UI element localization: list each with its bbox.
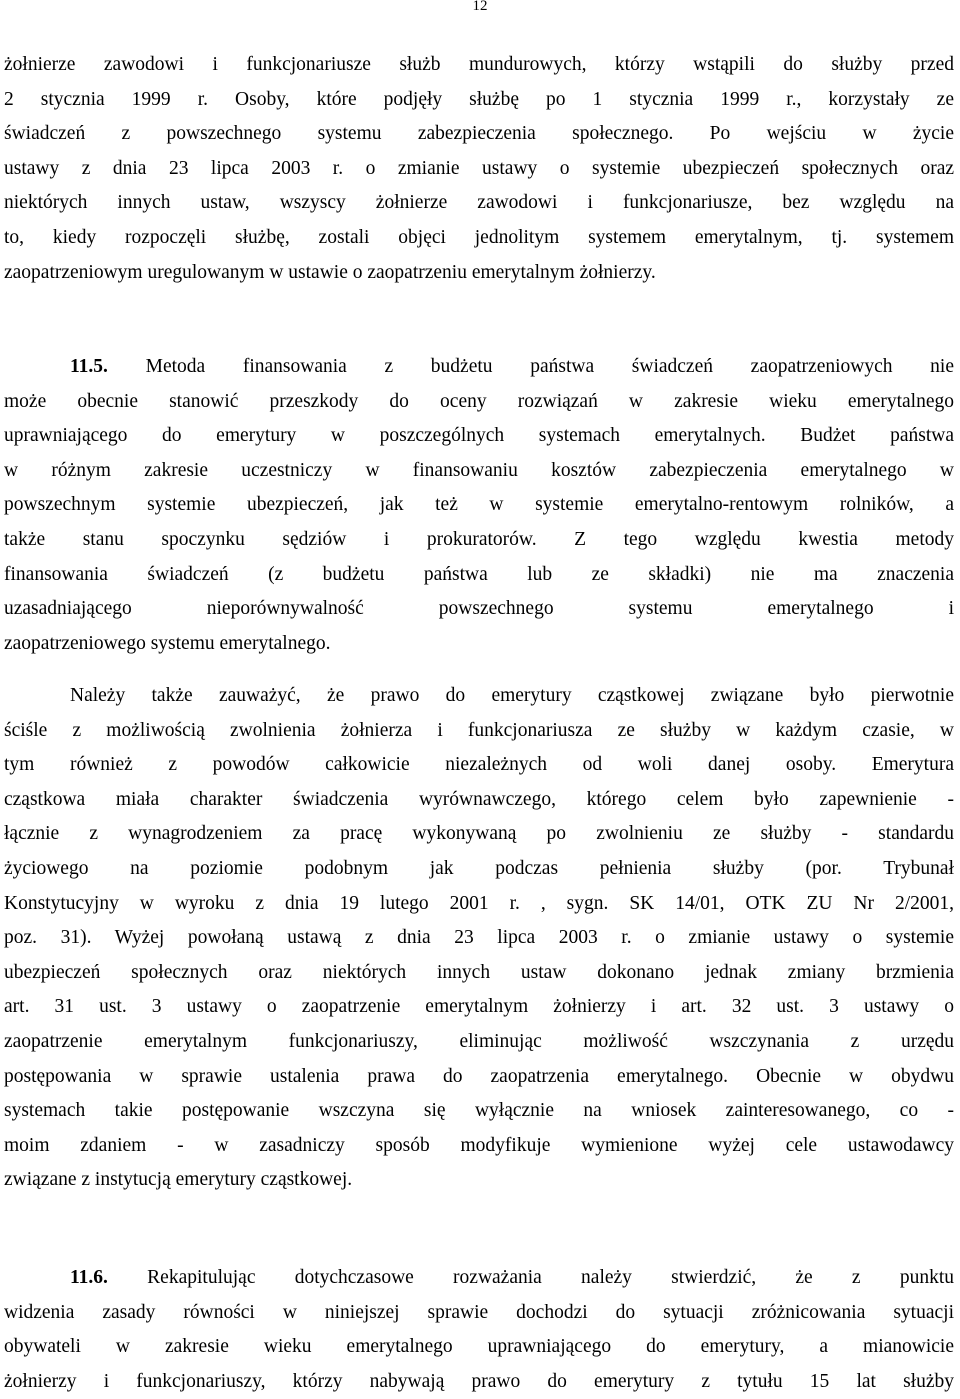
text-line: moim zdaniem - w zasadniczy sposób modyfikuje wymienione wyżej cele ustawodawcy	[4, 1134, 954, 1156]
text-line: w różnym zakresie uczestniczy w finansowaniu kosztów zabezpieczenia emerytalnego w	[4, 459, 954, 481]
paragraph-11-5	[4, 350, 954, 661]
text-line: obywateli w zakresie wieku emerytalnego uprawniającego do emerytury, a mianowicie	[4, 1336, 954, 1358]
text-line: także stanu spoczynku sędziów i prokuratorów. Z tego względu kwestia metody	[4, 528, 954, 550]
section-number: 11.6.	[70, 1267, 108, 1288]
text-line: ściśle z możliwością zwolnienia żołnierza i funkcjonariusza ze służby w każdym czasie, w	[4, 719, 954, 741]
text-line: świadczeń z powszechnego systemu zabezpieczenia społecznego. Po wejściu w życie	[4, 123, 954, 145]
text-line: powszechnym systemie ubezpieczeń, jak też w systemie emerytalno-rentowym rolników, a	[4, 494, 954, 516]
text-line: uzasadniającego nieporównywalność powszechnego systemu emerytalnego i	[4, 598, 954, 620]
text-line: Należy także zauważyć, że prawo do emerytury cząstkowej związane było pierwotnie	[70, 685, 954, 706]
text-line: Rekapitulując dotychczasowe rozważania należy stwierdzić, że z punktu	[147, 1267, 954, 1288]
text-line: poz. 31). Wyżej powołaną ustawą z dnia 23 lipca 2003 r. o zmianie ustawy o systemie	[4, 927, 954, 949]
text-line: tym również z powodów całkowicie niezależnych od woli danej osoby. Emerytura	[4, 754, 954, 776]
text-line: zaopatrzeniowym uregulowanym w ustawie o zaopatrzeniu emerytalnym żołnierzy.	[4, 261, 656, 283]
text-line: Metoda finansowania z budżetu państwa świadczeń zaopatrzeniowych nie	[145, 356, 954, 377]
text-line-first	[4, 1261, 954, 1296]
text-line: finansowania świadczeń (z budżetu państwa lub ze składki) nie ma znaczenia	[4, 563, 954, 585]
text-line-first	[4, 350, 954, 385]
section-number: 11.5.	[70, 356, 108, 377]
page-number: 12	[472, 0, 488, 14]
text-line: Konstytucyjny w wyroku z dnia 19 lutego 2001 r. , sygn. SK 14/01, OTK ZU Nr 2/2001,	[4, 892, 954, 914]
text-line: postępowania w sprawie ustalenia prawa do zaopatrzenia emerytalnego. Obecnie w obydwu	[4, 1065, 954, 1087]
text-line: łącznie z wynagrodzeniem za pracę wykonywaną po zwolnieniu ze służby - standardu	[4, 823, 954, 845]
text-line: widzenia zasady równości w niniejszej sprawie dochodzi do sytuacji zróżnicowania sytuacji	[4, 1301, 954, 1323]
text-line-first	[4, 679, 954, 714]
text-line: żołnierzy i funkcjonariuszy, którzy nabywają prawo do emerytury z tytułu 15 lat służby	[4, 1370, 954, 1392]
text-line: uprawniającego do emerytury w poszczególnych systemach emerytalnych. Budżet państwa	[4, 425, 954, 447]
text-line: żołnierze zawodowi i funkcjonariusze służb mundurowych, którzy wstąpili do służby przed	[4, 54, 954, 75]
text-line: ustawy z dnia 23 lipca 2003 r. o zmianie ustawy o systemie ubezpieczeń społecznych oraz	[4, 157, 954, 179]
text-line: związane z instytucją emerytury cząstkowej.	[4, 1169, 353, 1191]
text-line: niektórych innych ustaw, wszyscy żołnierze zawodowi i funkcjonariusze, bez względu na	[4, 192, 954, 214]
text-line: cząstkowa miała charakter świadczenia wyrównawczego, którego celem było zapewnienie -	[4, 788, 954, 810]
text-line: systemach takie postępowanie wszczyna się wyłącznie na wniosek zainteresowanego, co -	[4, 1100, 954, 1122]
text-line: ubezpieczeń społecznych oraz niektórych innych ustaw dokonano jednak zmiany brzmienia	[4, 961, 954, 983]
text-line: zaopatrzenie emerytalnym funkcjonariuszy, eliminując możliwość wszczynania z urzędu	[4, 1030, 954, 1052]
text-line: art. 31 ust. 3 ustawy o zaopatrzenie emerytalnym żołnierzy i art. 32 ust. 3 ustawy o	[4, 996, 954, 1018]
paragraph-nalezy	[4, 679, 954, 1198]
text-line: to, kiedy rozpoczęli służbę, zostali objęci jednolitym systemem emerytalnym, tj. systemem	[4, 226, 954, 248]
text-line: życiowego na poziomie podobnym jak podczas pełnienia służby (por. Trybunał	[4, 857, 954, 879]
text-line: zaopatrzeniowego systemu emerytalnego.	[4, 632, 331, 654]
text-line: 2 stycznia 1999 r. Osoby, które podjęły służbę po 1 stycznia 1999 r., korzystały ze	[4, 88, 954, 110]
paragraph-continuation	[4, 48, 954, 290]
text-line: może obecnie stanowić przeszkody do oceny rozwiązań w zakresie wieku emerytalnego	[4, 390, 954, 412]
paragraph-11-6	[4, 1261, 954, 1399]
